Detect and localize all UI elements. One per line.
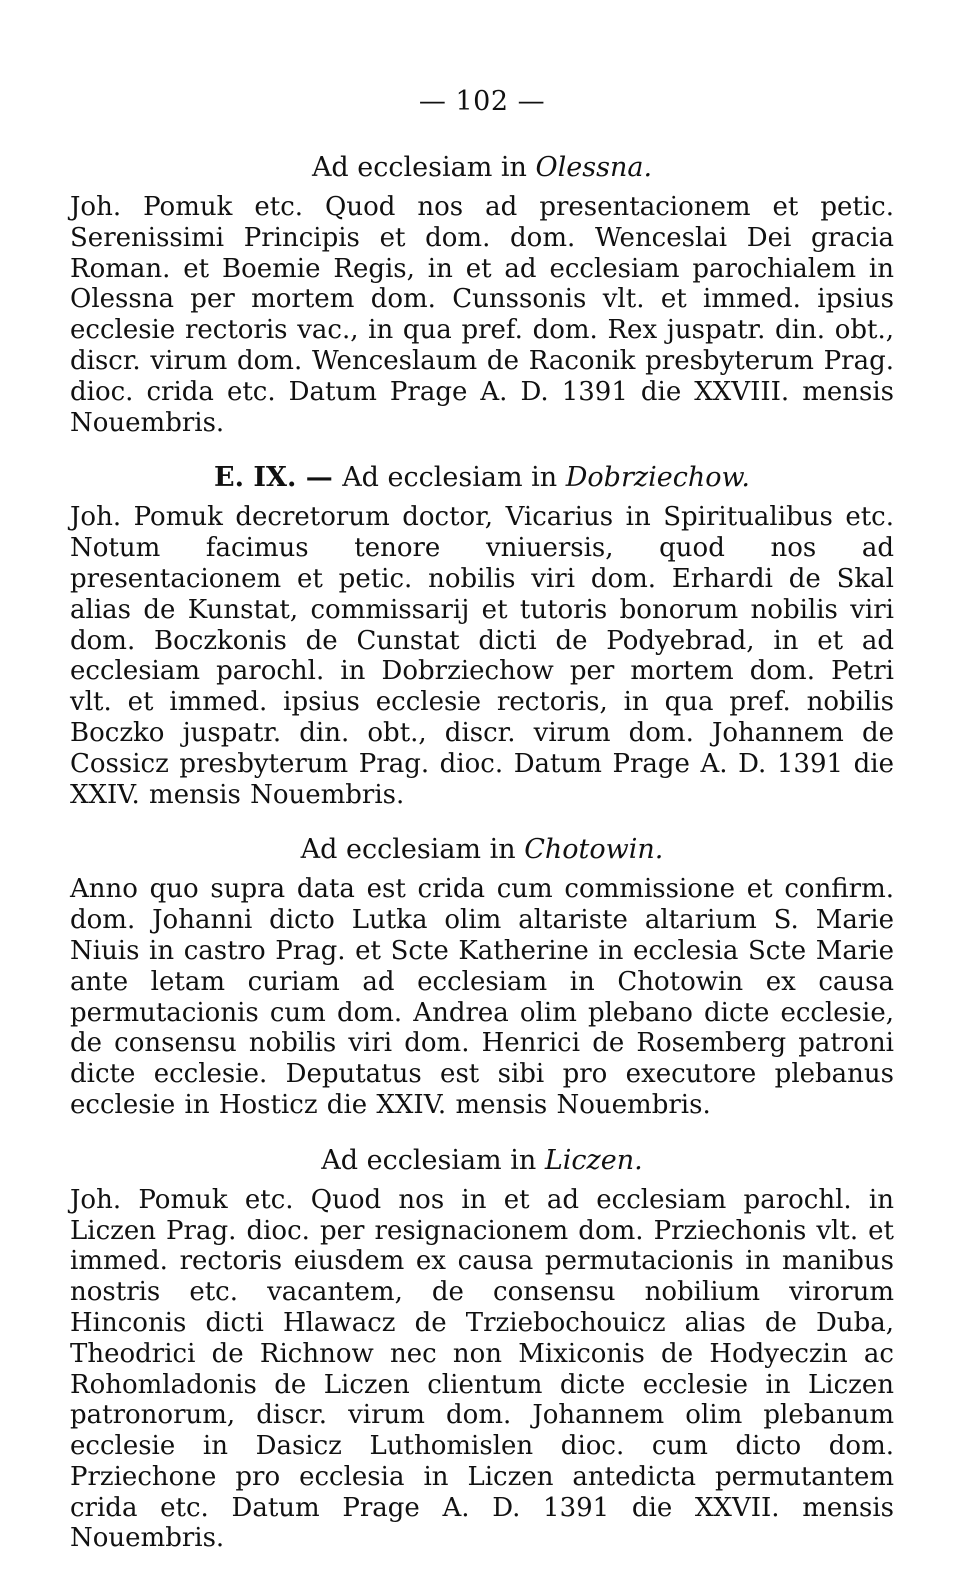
heading-text: Ad ecclesiam in — [311, 152, 536, 183]
entry-olessna — [70, 150, 894, 438]
heading-prefix: E. IX. — — [214, 462, 343, 494]
entry-liczen — [70, 1143, 894, 1555]
entry-heading — [70, 460, 894, 496]
heading-place: Olessna. — [535, 152, 653, 183]
document-page — [70, 80, 894, 1576]
entry-heading — [70, 1143, 894, 1179]
heading-place: Liczen. — [544, 1144, 643, 1176]
heading-text: Ad ecclesiam in — [321, 1144, 545, 1176]
heading-text: Ad ecclesiam in — [342, 462, 566, 494]
heading-place: Chotowin. — [524, 834, 664, 866]
entry-text: Anno quo supra data est crida cum commissione et confirm. dom. Johanni dicto Lutka olim altariste altarium S. Marie Niuis in castro Prag. et Scte Katherine in ecclesia Scte Marie ante letam curiam ad ecclesiam in Chotowin ex causa permutacionis cum dom. Andrea olim plebano dicte ecclesie, de consensu nobilis viri dom. Henrici de Rosemberg patroni dicte ecclesie. Deputatus est sibi pro executore plebanus ecclesie in Hosticz die XXIV. mensis Nouembris. — [70, 874, 894, 1120]
entry-heading — [70, 150, 894, 186]
entry-heading — [70, 832, 894, 868]
entry-chotowin — [70, 832, 894, 1120]
entry-text: Joh. Pomuk etc. Quod nos ad presentacionem et petic. Serenissimi Principis et dom. dom. Wenceslai Dei gracia Roman. et Boemie Regis, in et ad ecclesiam parochialem in Olessna per mortem dom. Cunssonis vlt. et immed. ipsius ecclesie rectoris vac., in qua pref. dom. Rex juspatr. din. obt., discr. virum dom. Wenceslaum de Raconik presbyterum Prag. dioc. crida etc. Datum Prage A. D. 1391 die XXVIII. mensis Nouembris. — [70, 192, 894, 438]
entry-dobrziechow — [70, 460, 894, 810]
page-number: — 102 — — [418, 86, 546, 117]
entry-text: Joh. Pomuk etc. Quod nos in et ad ecclesiam parochl. in Liczen Prag. dioc. per resignacionem dom. Prziechonis vlt. et immed. rectoris eiusdem ex causa permutacionis in manibus nostris etc. vacantem, de consensu nobilium virorum Hinconis dicti Hlawacz de Trziebochouicz alias de Duba, Theodrici de Richnow nec non Mixiconis de Hodyeczin ac Rohomladonis de Liczen clientum dicte ecclesie in Liczen patronorum, discr. virum dom. Johannem olim plebanum ecclesie in Dasicz Luthomislen dioc. cum dicto dom. Prziechone pro ecclesia in Liczen antedicta permutantem crida etc. Datum Prage A. D. 1391 die XXVII. mensis Nouembris. — [70, 1184, 894, 1554]
entry-text: Joh. Pomuk decretorum doctor, Vicarius in Spiritualibus etc. Notum facimus tenore vniuersis, quod nos ad presentacionem et petic. nobilis viri dom. Erhardi de Skal alias de Kunstat, commissarij et tutoris bonorum nobilis viri dom. Boczkonis de Cunstat dicti de Podyebrad, in et ad ecclesiam parochl. in Dobrziechow per mortem dom. Petri vlt. et immed. ipsius ecclesie rectoris, in qua pref. nobilis Boczko juspatr. din. obt., discr. virum dom. Johannem de Cossicz presbyterum Prag. dioc. Datum Prage A. D. 1391 die XXIV. mensis Nouembris. — [70, 502, 894, 810]
heading-text: Ad ecclesiam in — [300, 834, 525, 866]
heading-place: Dobrziechow. — [565, 462, 750, 494]
